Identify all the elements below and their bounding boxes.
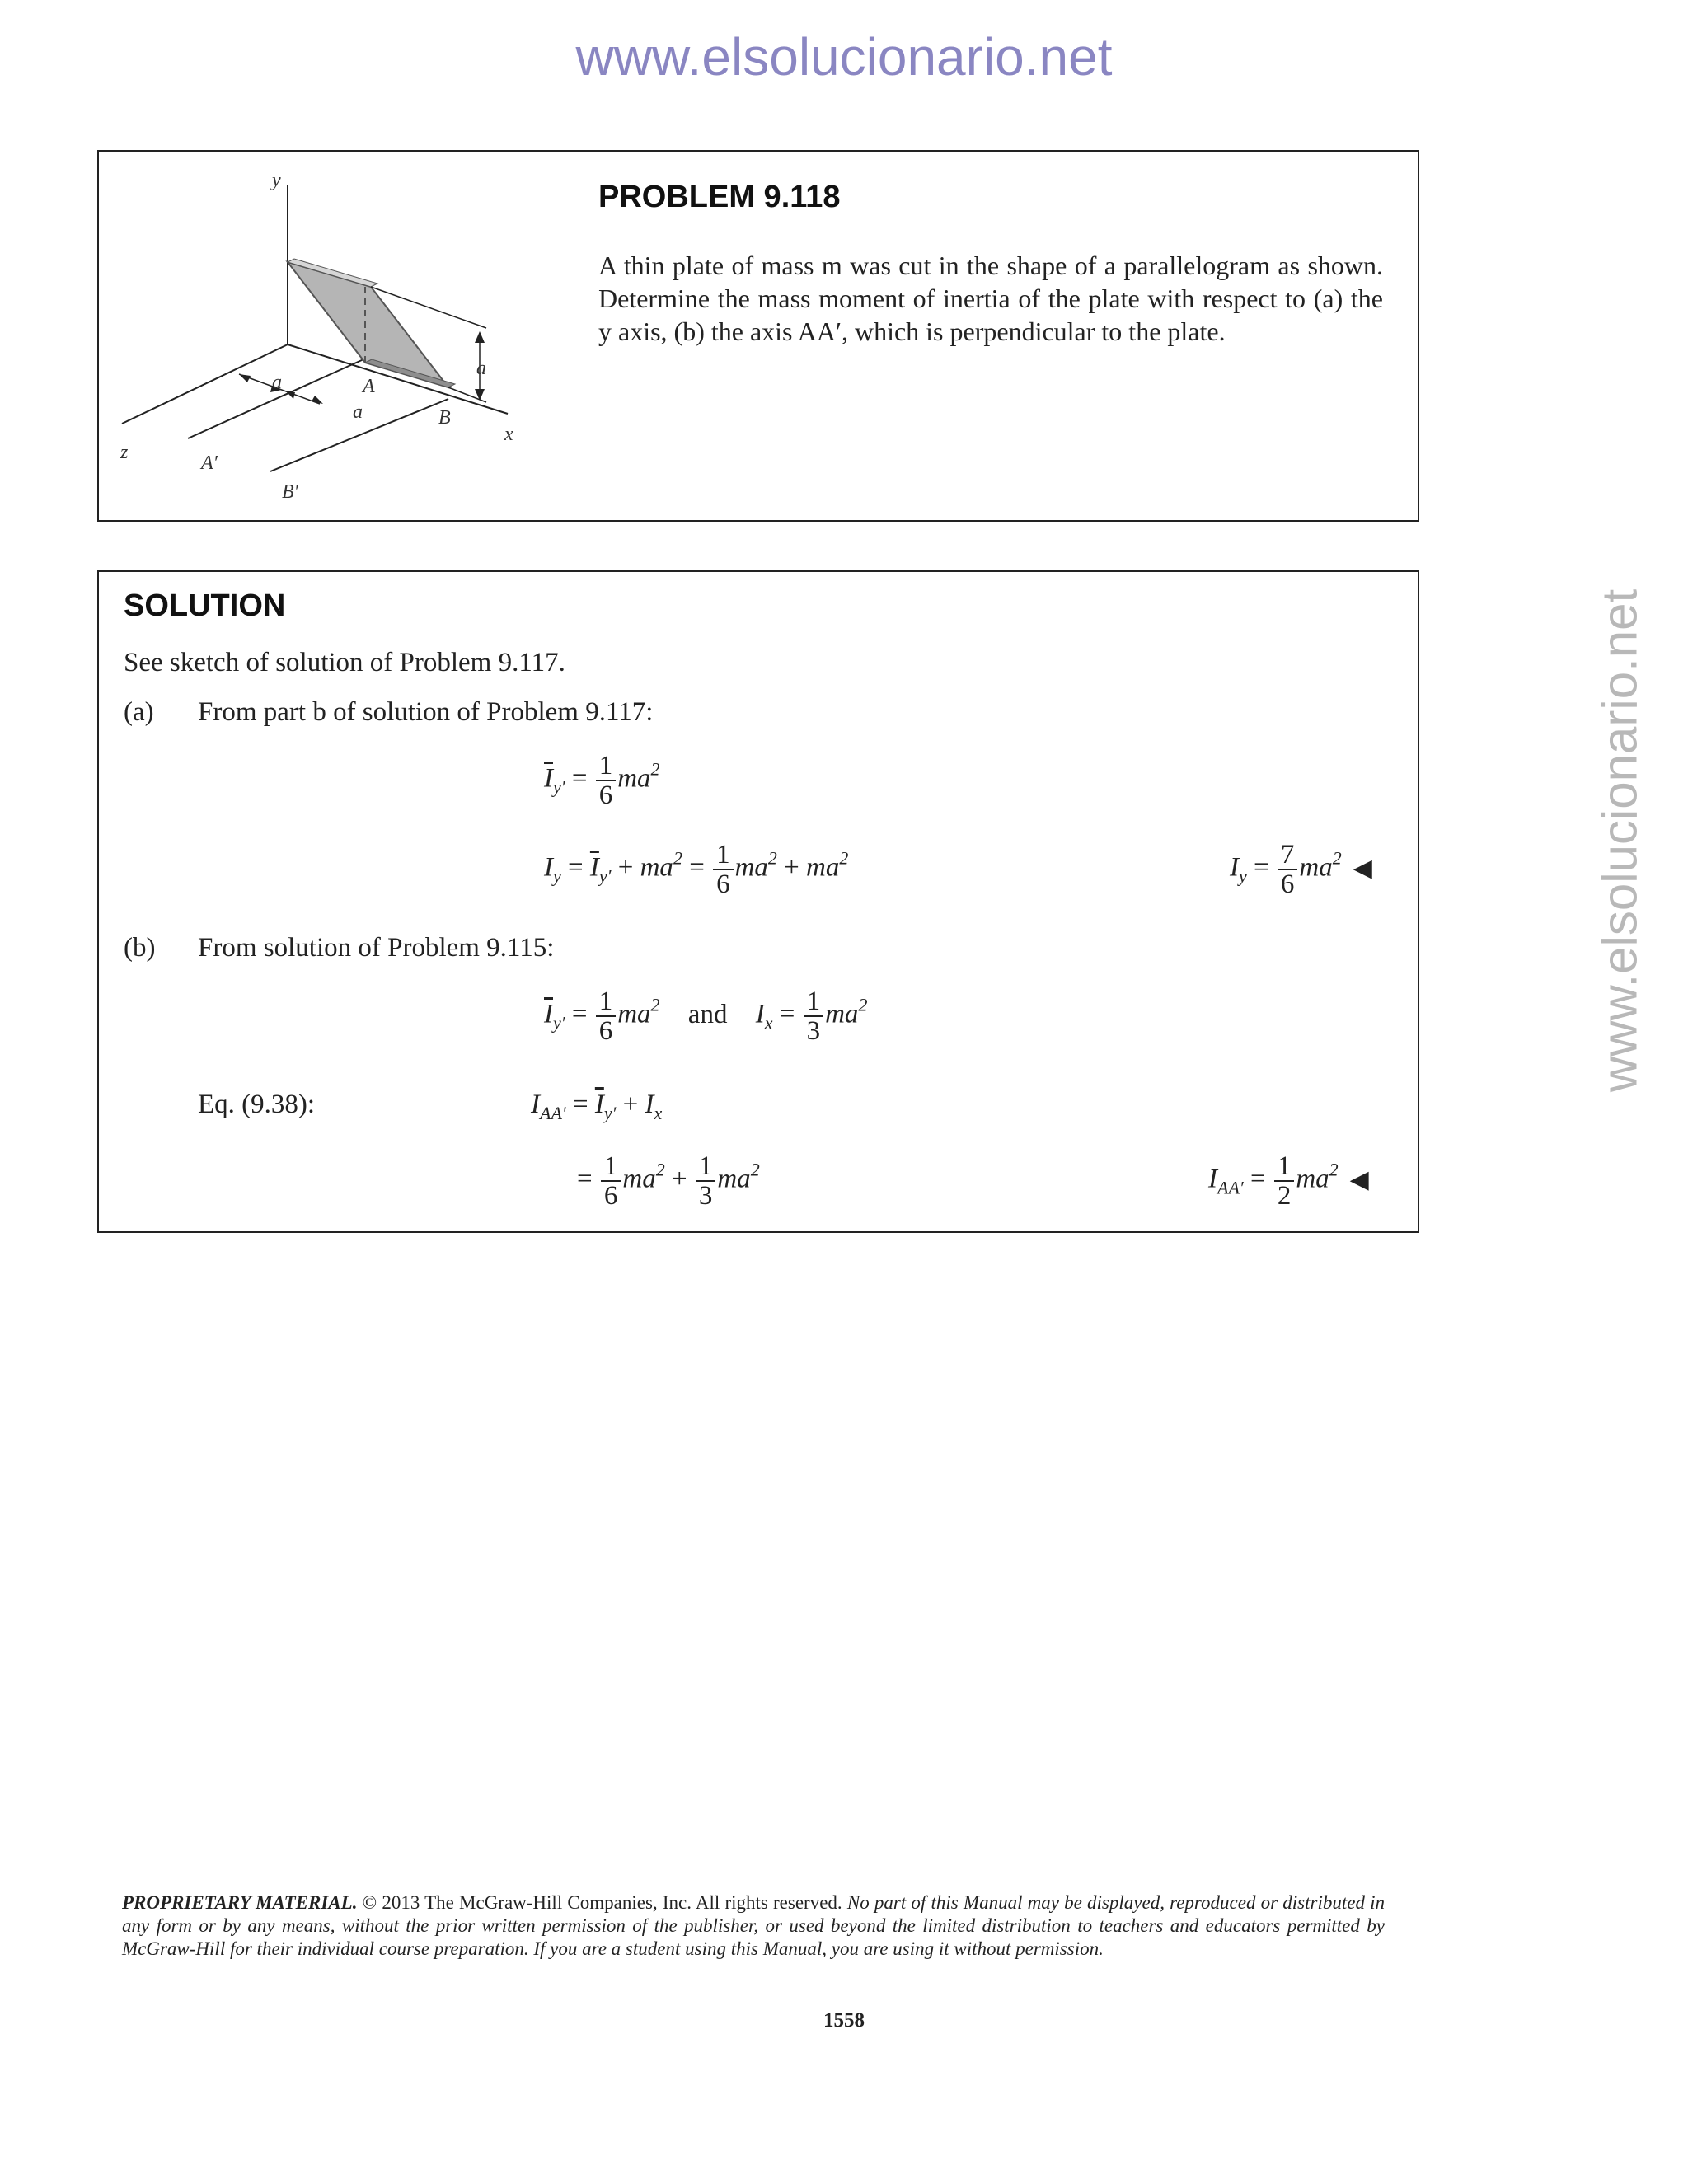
frac-den: 3 [698, 1181, 713, 1211]
frac-den: 6 [598, 1016, 613, 1046]
part-b-text: From solution of Problem 9.115: [198, 933, 555, 963]
label-a-mid: a [353, 401, 363, 423]
parallelogram-figure [99, 152, 560, 514]
label-A-prime: A′ [201, 452, 218, 474]
frac-num: 1 [601, 1152, 621, 1182]
frac-num: 1 [1274, 1152, 1295, 1182]
label-B: B [438, 407, 451, 429]
answer-a: $I_y$ = $\frac{7}{6}$ $ma^2$ ◀ [1230, 840, 1372, 899]
eq-iaa-values: = $\frac{1}{6}$ $ma^2$ + $\frac{1}{3}$ $ma^2$ [577, 1151, 760, 1211]
eq-iaa-sum: $I_{AA'} = \overline{I}_{y'} + I_x$ [531, 1090, 663, 1123]
frac-num: 1 [596, 752, 617, 781]
solution-intro: See sketch of solution of Problem 9.117. [124, 648, 565, 677]
answer-b: $I_{AA'}$ = $\frac{1}{2}$ $ma^2$ ◀ [1208, 1151, 1369, 1211]
problem-statement: A thin plate of mass m was cut in the shape of a parallelogram as shown. Determine the mass moment of inertia of the plate with respect to (a) the y axis, (b) the axis AA′, which is perpendicular to the plate. [598, 251, 1383, 346]
label-A: A [363, 376, 375, 397]
eq-reference: Eq. (9.38): [198, 1090, 316, 1119]
label-a-left: a [272, 372, 282, 393]
footer-lead: PROPRIETARY MATERIAL. [122, 1892, 358, 1913]
label-a-right: a [476, 358, 486, 379]
answer-marker-icon: ◀ [1353, 854, 1372, 882]
frac-den: 2 [1277, 1181, 1292, 1211]
eq-iy-prime-ix: $\overline{I}_{y'}$ = $\frac{1}{6}$ $ma^2$ and $I_x$ = $\frac{1}{3}$ $ma^2$ [544, 987, 868, 1046]
word-and: and [687, 999, 728, 1029]
footer-copyright: © 2013 The McGraw-Hill Companies, Inc. All rights reserved. [357, 1892, 847, 1913]
eq-iy-parallel-axis: $I_y = \overline{I}_{y'} + ma^2$ = $\frac{1}{6}$ $ma^2 + ma^2$ [544, 840, 849, 899]
frac-num: 1 [696, 1152, 716, 1182]
part-b-label: (b) [124, 933, 156, 963]
footer-notice [122, 1891, 1385, 1961]
answer-marker-icon: ◀ [1349, 1165, 1369, 1193]
solution-box [97, 570, 1419, 1233]
label-y: y [272, 170, 281, 191]
eq-iy-prime-a: $\overline{I}_{y'}$ = $\frac{1}{6}$ $ma^2$ [544, 751, 660, 810]
frac-num: 1 [713, 841, 734, 870]
frac-den: 6 [1280, 869, 1295, 899]
frac-num: 1 [804, 987, 824, 1017]
label-x: x [504, 424, 513, 445]
solution-title: SOLUTION [124, 588, 286, 623]
footer-notice-text: No part of this Manual may be displayed, reproduced or distributed in any form or by any means, without the prior written permission of the publisher, or used beyond the limited distribution to teachers and educators permitted by McGraw-Hill for their individual course preparation. If you are a student using this Manual, you are using it without permission. [122, 1892, 1386, 1959]
problem-box [97, 150, 1419, 522]
page-number: 1558 [823, 2009, 865, 2032]
part-a-text: From part b of solution of Problem 9.117: [198, 697, 654, 727]
label-B-prime: B′ [282, 481, 298, 503]
frac-den: 3 [806, 1016, 821, 1046]
frac-den: 6 [598, 780, 613, 810]
label-z: z [120, 442, 129, 463]
frac-den: 6 [716, 869, 730, 899]
frac-num: 1 [596, 987, 617, 1017]
frac-den: 6 [603, 1181, 618, 1211]
watermark-top: www.elsolucionario.net [575, 27, 1113, 87]
part-a-label: (a) [124, 697, 154, 727]
watermark-side: www.elsolucionario.net [1592, 588, 1648, 1093]
problem-title: PROBLEM 9.118 [598, 180, 841, 214]
frac-num: 7 [1278, 841, 1298, 870]
